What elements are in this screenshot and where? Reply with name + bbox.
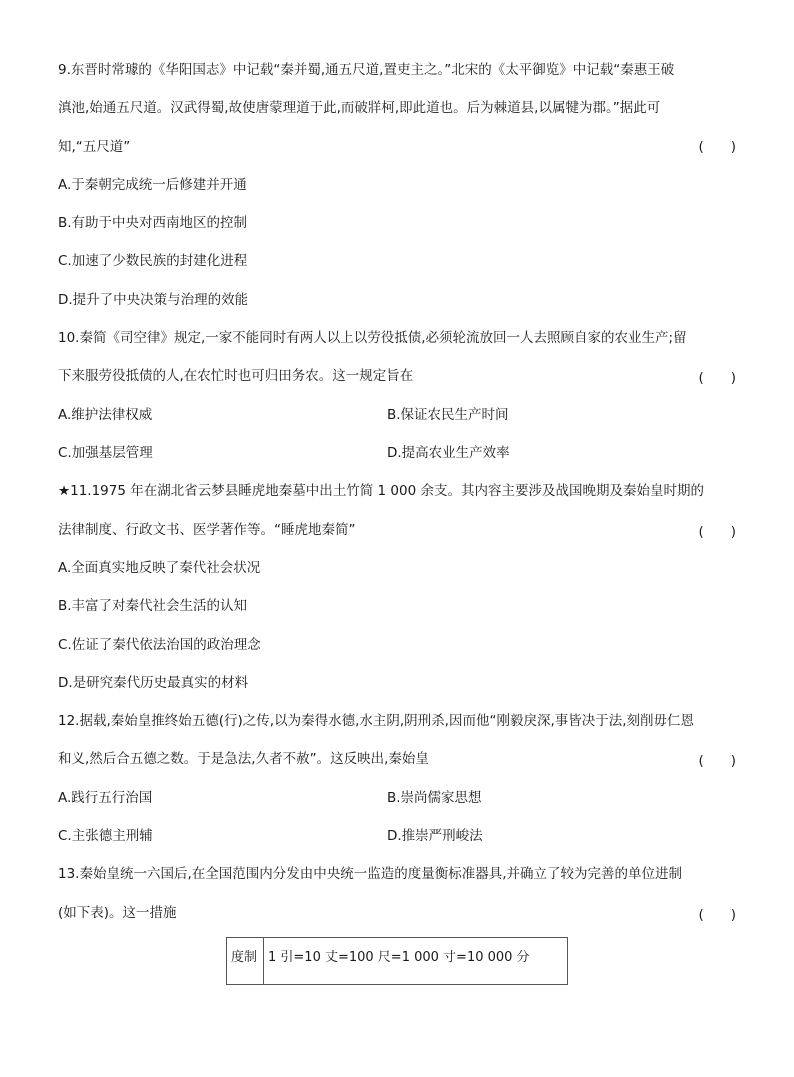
table-row (227, 938, 568, 985)
q12-stem-line-1: 12.据载,秦始皇推终始五德(行)之传,以为秦得水德,水主阴,阴刑杀,因而他“刚毅戾深,事皆决于法,刻削毋仁恩 (58, 713, 695, 729)
q9-option-a[interactable]: A.于秦朝完成统一后修建并开通 (58, 177, 247, 193)
unit-table-value: 1 引=10 丈=100 尺=1 000 寸=10 000 分 (264, 938, 568, 985)
q12-answer-blank[interactable]: ( ) (698, 753, 736, 769)
q12-option-d[interactable]: D.推崇严刑峻法 (387, 828, 483, 844)
unit-table-label: 度制 (227, 938, 264, 985)
unit-system-table (226, 937, 568, 985)
q10-answer-blank[interactable]: ( ) (698, 370, 736, 386)
q9-stem-line-3: 知,“五尺道” (58, 139, 131, 155)
q11-option-d[interactable]: D.是研究秦代历史最真实的材料 (58, 675, 249, 691)
q9-option-b[interactable]: B.有助于中央对西南地区的控制 (58, 215, 248, 231)
q13-stem-line-2: (如下表)。这一措施 (58, 905, 177, 921)
q12-option-a[interactable]: A.践行五行治国 (58, 790, 153, 806)
q10-option-c[interactable]: C.加强基层管理 (58, 445, 153, 461)
q9-stem-line-2: 滇池,始通五尺道。汉武得蜀,故使唐蒙理道于此,而破牂柯,即此道也。后为棘道县,以属犍为郡。”据此可 (58, 100, 661, 116)
q9-answer-blank[interactable]: ( ) (698, 139, 736, 155)
q11-option-c[interactable]: C.佐证了秦代依法治国的政治理念 (58, 637, 261, 653)
q10-stem-line-1: 10.秦简《司空律》规定,一家不能同时有两人以上以劳役抵债,必须轮流放回一人去照顾自家的农业生产;留 (58, 330, 687, 346)
q11-stem-line-2: 法律制度、行政文书、医学著作等。“睡虎地秦简” (58, 522, 356, 538)
q9-option-c[interactable]: C.加速了少数民族的封建化进程 (58, 253, 248, 269)
q9-stem-line-1: 9.东晋时常璩的《华阳国志》中记载“秦并蜀,通五尺道,置吏主之。”北宋的《太平御览》中记载“秦惠王破 (58, 62, 675, 78)
q11-stem-line-1: ★11.1975 年在湖北省云梦县睡虎地秦墓中出土竹简 1 000 余支。其内容主要涉及战国晚期及秦始皇时期的 (58, 483, 704, 499)
q9-option-d[interactable]: D.提升了中央决策与治理的效能 (58, 292, 249, 308)
q11-answer-blank[interactable]: ( ) (698, 524, 736, 540)
q10-option-b[interactable]: B.保证农民生产时间 (387, 407, 509, 423)
q12-option-c[interactable]: C.主张德主刑辅 (58, 828, 153, 844)
q13-answer-blank[interactable]: ( ) (698, 907, 736, 923)
q10-option-a[interactable]: A.维护法律权威 (58, 407, 153, 423)
q11-option-b[interactable]: B.丰富了对秦代社会生活的认知 (58, 598, 248, 614)
q12-stem-line-2: 和义,然后合五德之数。于是急法,久者不赦”。这反映出,秦始皇 (58, 751, 429, 767)
q11-option-a[interactable]: A.全面真实地反映了秦代社会状况 (58, 560, 261, 576)
q10-option-d[interactable]: D.提高农业生产效率 (387, 445, 510, 461)
q13-stem-line-1: 13.秦始皇统一六国后,在全国范围内分发由中央统一监造的度量衡标准器具,并确立了较为完善的单位进制 (58, 866, 683, 882)
q12-option-b[interactable]: B.崇尚儒家思想 (387, 790, 482, 806)
q10-stem-line-2: 下来服劳役抵债的人,在农忙时也可归田务农。这一规定旨在 (58, 368, 414, 384)
